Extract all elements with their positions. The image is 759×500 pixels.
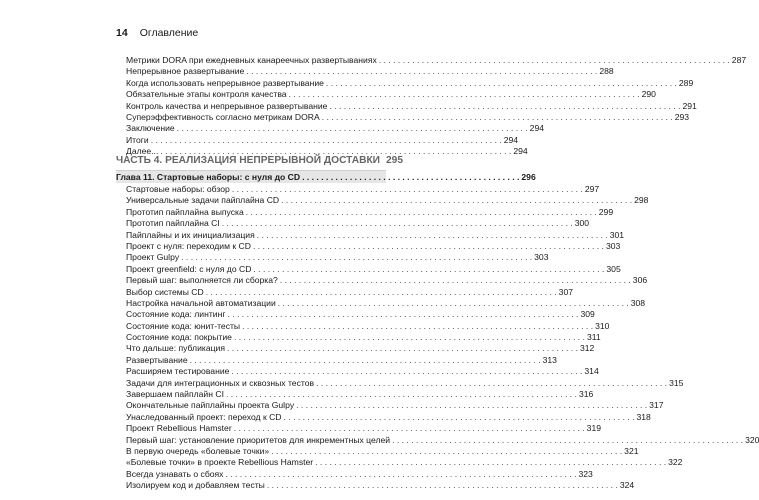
part-heading: [116, 155, 404, 166]
leader-dots: [227, 343, 578, 354]
toc-entry-title: Проект Gulpy: [126, 252, 180, 263]
leader-dots: [281, 195, 632, 206]
page-header: [116, 27, 198, 39]
toc-entry-title: Окончательные пайплайны проекта Gulpy: [126, 400, 295, 411]
toc-entry-title: Пайплайны и их инициализация: [126, 229, 255, 240]
toc-entry: [126, 229, 625, 241]
toc-entry-title: Состояние кода: линтинг: [126, 309, 226, 320]
toc-entry-page: 309: [580, 309, 595, 320]
toc-entry: [126, 77, 694, 89]
leader-dots: [253, 264, 604, 275]
leader-dots: [242, 321, 593, 332]
toc-entry-title: Настройка начальной автоматизации: [126, 297, 276, 308]
toc-entry: [126, 195, 649, 206]
toc-entry: [126, 218, 590, 229]
toc-entry-title: Когда использовать непрерывное развертывание: [126, 77, 324, 88]
toc-entry: [126, 320, 610, 332]
leader-dots: [267, 480, 618, 491]
toc-entry: [126, 389, 594, 400]
toc-entry: [126, 263, 621, 275]
leader-dots: [231, 366, 582, 377]
toc-entry-title: В первую очередь «болевые точки»: [126, 445, 270, 456]
leader-dots: [246, 66, 597, 77]
leader-dots: [379, 55, 730, 66]
toc-entry-page: 315: [669, 377, 684, 388]
toc-entry-page: 308: [630, 297, 646, 308]
toc-entry-page: 316: [578, 389, 594, 400]
toc-entry: [126, 275, 648, 286]
toc-entry-page: 306: [632, 275, 648, 286]
toc-entry-title: Контроль качества и непрерывное развертывание: [126, 100, 328, 111]
leader-dots: [227, 309, 578, 320]
leader-dots: [289, 89, 640, 100]
toc-entry: [126, 411, 651, 423]
leader-dots: [316, 378, 667, 389]
leader-dots: [181, 252, 532, 263]
toc-entry-title: «Болевые точки» в проекте Rebellious Hamster: [126, 457, 314, 468]
toc-entry-title: Всегда узнавать о сбоях: [126, 468, 224, 479]
toc-entry: [126, 423, 602, 434]
toc-entry: [126, 297, 646, 309]
toc-entry-page: 294: [529, 123, 545, 134]
toc-entry-title: Состояние кода: покрытие: [126, 332, 232, 343]
toc-entry-page: 294: [503, 134, 519, 145]
leader-dots: [257, 230, 608, 241]
toc-entry-title: Первый шаг: выполняется ли сборка?: [126, 275, 278, 286]
toc-entry: [126, 468, 593, 480]
toc-entry-page: 307: [558, 286, 574, 297]
toc-entry-title: Первый шаг: установление приоритетов для инкрементных целей: [126, 434, 391, 445]
toc-entry-title: Прототип пайплайна CI: [126, 218, 220, 229]
toc-entry: [126, 366, 599, 377]
leader-dots: [222, 218, 573, 229]
toc-entry-page: 314: [584, 366, 599, 377]
toc-entry: [126, 480, 635, 491]
toc-entry: [126, 89, 656, 100]
toc-entry-title: Проект greenfield: с нуля до CD: [126, 263, 252, 274]
toc-entry-page: 324: [619, 480, 635, 491]
toc-entry-title: Проект Rebellious Hamster: [126, 423, 232, 434]
leader-dots: [278, 298, 629, 309]
toc-entry-page: 313: [542, 354, 557, 365]
leader-dots: [280, 275, 631, 286]
leader-dots: [232, 184, 583, 195]
toc-entry-page: 294: [513, 146, 528, 157]
leader-dots: [246, 207, 597, 218]
leader-dots: [206, 287, 557, 298]
toc-entry-title: Изолируем код и добавляем тесты: [126, 480, 265, 491]
toc-sections: [126, 184, 759, 492]
toc-entry: [126, 457, 683, 468]
chapter-leader-dots: [302, 171, 519, 183]
toc-entry-title: Суперэффективность согласно метрикам DORA: [126, 111, 320, 122]
toc-entry-title: Универсальные задачи пайплайна CD: [126, 195, 280, 206]
chapter-heading-band: [116, 170, 536, 183]
toc-entry-page: 317: [649, 400, 664, 411]
toc-entry-page: 310: [595, 320, 610, 331]
chapter-title: Глава 11. Стартовые наборы: с нуля до CD: [116, 172, 301, 182]
leader-dots: [329, 101, 680, 112]
leader-dots: [326, 78, 677, 89]
leader-dots: [296, 400, 647, 411]
toc-entry-page: 291: [682, 100, 697, 111]
toc-entry: [126, 184, 600, 195]
toc-entry-page: 300: [574, 218, 590, 229]
page-number: 14: [116, 27, 128, 39]
toc-entry-page: 298: [634, 195, 649, 206]
toc-entry: [126, 332, 601, 343]
toc-entry: [126, 252, 549, 263]
toc-entry-page: 299: [598, 206, 614, 217]
toc-entry-title: Унаследованный проект: переход к CD: [126, 411, 282, 422]
toc-entry: [126, 286, 574, 298]
toc-entry-page: 305: [606, 263, 621, 274]
toc-entry-page: 301: [609, 229, 625, 240]
toc-entry: [126, 111, 690, 123]
leader-dots: [271, 446, 622, 457]
leader-dots: [234, 423, 585, 434]
toc-entry-page: 297: [584, 184, 600, 194]
toc-entry: [126, 377, 684, 389]
leader-dots: [226, 389, 577, 400]
toc-entry-title: Выбор системы CD: [126, 286, 204, 297]
toc-entry-title: Развертывание: [126, 354, 188, 365]
toc-entry: [126, 100, 697, 112]
toc-entry-title: Состояние кода: юнит-тесты: [126, 320, 241, 331]
toc-entry-title: Расширяем тестирование: [126, 366, 230, 377]
toc-entry: [126, 240, 621, 252]
toc-entry: [126, 434, 759, 446]
chapter-page: 296: [521, 172, 536, 182]
part-page: 295: [386, 155, 404, 166]
toc-entry-title: Метрики DORA при ежедневных канареечных развертываниях: [126, 55, 377, 65]
toc-entry: [126, 123, 545, 134]
leader-dots: [234, 332, 585, 343]
leader-dots: [190, 355, 541, 366]
toc-entry: [126, 206, 614, 218]
toc-entry: [126, 445, 639, 457]
leader-dots: [284, 412, 635, 423]
leader-dots: [322, 112, 673, 123]
toc-entry-title: Обязательные этапы контроля качества: [126, 89, 287, 100]
toc-entry-page: 303: [534, 252, 549, 263]
toc-entry-title: Прототип пайплайна выпуска: [126, 206, 244, 217]
toc-entry-page: 322: [668, 457, 683, 468]
toc-entry: [126, 134, 519, 146]
toc-entry-page: 289: [678, 77, 694, 88]
toc-entry: [126, 55, 747, 66]
toc-entry-page: 293: [674, 111, 690, 122]
leader-dots: [151, 135, 502, 146]
toc-entry-page: 321: [624, 445, 639, 456]
toc-entry-page: 320: [745, 434, 759, 445]
toc-entry: [126, 66, 614, 77]
toc-entry-page: 303: [605, 240, 621, 251]
toc-entry-page: 323: [578, 468, 593, 479]
toc-entry: [126, 400, 664, 411]
toc-entry-title: Непрерывное развертывание: [126, 66, 245, 77]
part-title: ЧАСТЬ 4. РЕАЛИЗАЦИЯ НЕПРЕРЫВНОЙ ДОСТАВКИ: [116, 155, 381, 166]
leader-dots: [315, 457, 666, 468]
leader-dots: [225, 469, 576, 480]
toc-entry-page: 312: [579, 343, 595, 354]
toc-entry-title: Заключение: [126, 123, 175, 134]
toc-entry-title: Стартовые наборы: обзор: [126, 184, 230, 194]
toc-entry-page: 319: [586, 423, 602, 434]
page-title: Оглавление: [139, 27, 199, 39]
toc-entry-page: 290: [641, 89, 656, 100]
toc-entry-page: 287: [731, 55, 747, 65]
toc-entry: [126, 309, 595, 320]
leader-dots: [392, 435, 743, 446]
leader-dots: [177, 123, 528, 134]
toc-entry-page: 288: [599, 66, 614, 77]
toc-entry-title: Далее...: [126, 146, 159, 157]
chapter-heading: [116, 171, 536, 183]
toc-entry: [126, 343, 595, 354]
toc-entry-title: Итоги: [126, 134, 149, 145]
toc-entry-title: Завершаем пайплайн CI: [126, 389, 224, 400]
toc-entry-title: Что дальше: публикация: [126, 343, 225, 354]
toc-entry-title: Задачи для интеграционных и сквозных тестов: [126, 377, 315, 388]
toc-entry: [126, 354, 557, 366]
leader-dots: [253, 241, 604, 252]
toc-entry-page: 311: [586, 332, 601, 343]
toc-top-entries: [126, 55, 747, 158]
toc-entry-title: Проект с нуля: переходим к CD: [126, 240, 251, 251]
toc-entry-page: 318: [636, 411, 651, 422]
